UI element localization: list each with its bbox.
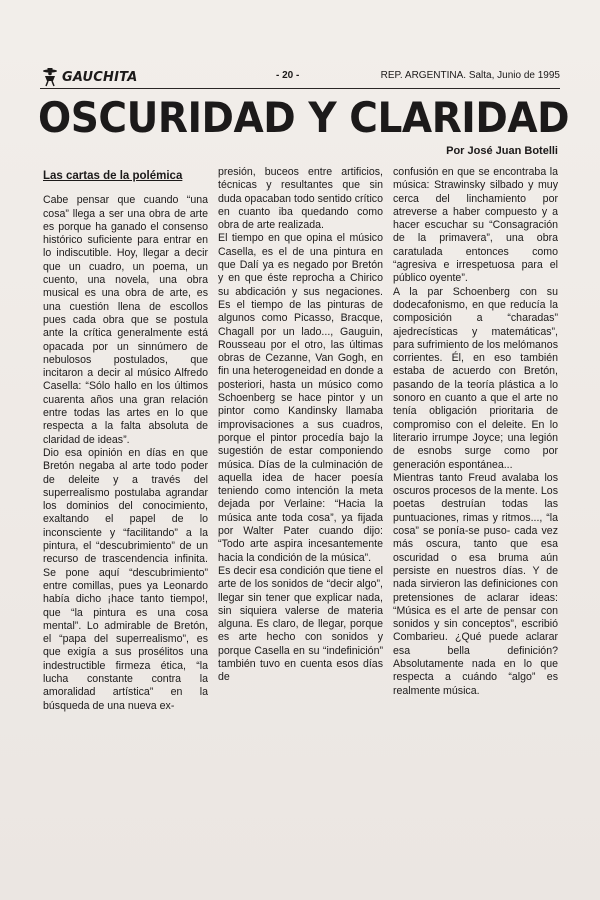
paragraph: Mientras tanto Freud avalaba los oscuros procesos de la mente. Los poetas destruían todas las puntuaciones, rimas y ritmos..., “la cosa” se ponía-se puso- cada vez más oscura, tanto que esa oscuridad o esa bruma aún persiste en nuestros días. Y de nada sirvieron las definiciones con pretensiones de aclarar ideas: “Música es el arte de pensar con sonidos y sin conceptos”, escribió Combarieu. ¿Qué puede aclarar esa bella definición? Absolutamente nada en lo que respecta a cuándo “algo” es realmente música. xyxy=(393,471,558,697)
page-number: - 20 - xyxy=(276,70,300,81)
article-title: OSCURIDAD Y CLARIDAD xyxy=(38,93,570,142)
section-heading: Las cartas de la polémica xyxy=(43,170,183,182)
paragraph: Cabe pensar que cuando “una cosa” llega a ser una obra de arte es porque ha ganado el consenso histórico suficiente para entrar en lo indiscutible. Hoy, llegar a decir que un cuadro, un poema, un cuento, una novela, una obra musical es una obra de arte, es una cuestión llena de escollos pues cada obra que se postula ante la crítica generalmente está opacada por un sinnúmero de nebulosos postulados, que incitaron a decir al músico Alfredo Casella: “Sólo hallo en los últimos cuarenta años una gran relación entre todas las artes en lo que respecta a la falta absoluta de claridad de ideas”. xyxy=(43,194,208,446)
article-byline: Por José Juan Botelli xyxy=(446,145,558,157)
paragraph: presión, buceos entre artificios, técnicas y resultantes que sin duda opacaban todo sentido crítico en cuanto iba quedando como obra de arte realizada. xyxy=(218,166,383,232)
column-1 xyxy=(43,166,208,856)
paragraph: Dio esa opinión en días en que Bretón negaba al arte todo poder de deleite y a través del superrealismo postulaba agrandar los dominios del conocimiento, exaltando el papel de lo inconsciente y “facilitando” a la pintura, el “descubrimiento” de un recurso de trascendencia infinita. Se pone aquí “descubrimiento” entre comillas, pues ya Leonardo había dicho ¡hace tanto tiempo!, que “la pintura es una cosa mental”. Lo admirable de Bretón, el “papa del superrealismo”, es que exigía a sus prosélitos una indestructible firmeza ética, “la lucha constante contra la amoralidad artística” en la búsqueda de una nueva ex- xyxy=(43,446,208,712)
paragraph: confusión en que se encontraba la música: Strawinsky silbado y muy cerca del linchamiento por atreverse a haber compuesto y a hacer escuchar su “Consagración de la primavera”, una obra caratulada entonces como “agresiva e irrespetuosa para el público oyente”. xyxy=(393,166,558,285)
dateline: REP. ARGENTINA. Salta, Junio de 1995 xyxy=(380,70,560,81)
logo-text: GAUCHITA xyxy=(62,69,138,85)
article-body xyxy=(43,166,558,856)
paragraph: El tiempo en que opina el músico Casella, es el de una pintura en que Dalí ya es negado por Bretón y en que éste reprocha a Chirico su abdicación y sus negaciones. Es el tiempo de las pinturas de algunos como Picasso, Bracque, Chagall por un lado..., Gauguin, Rousseau por el otro, las últimas obras de Cezanne, Van Gogh, en fin una heterogeneidad en donde a posteriori, hasta un músico como Schoenberg se hace pintor y un pintor como Kandinsky llamaba improvisaciones a sus cuadros, porque el pintor procedía bajo la sugestión de estar componiendo música. Días de la culminación de aquella idea de hacer poesía teniendo como intención la meta dejada por Verlaine: “Hacia la música ante toda cosa”, ya fijada por Walter Pater cuando dijo: “Todo arte aspira incesantemente hacia la condición de la música”. xyxy=(218,232,383,564)
paragraph: A la par Schoenberg con su dodecafonismo, en que reducía la composición a “charadas” ajedrecísticas y matemáticas”, para sufrimiento de los melómanos corrientes. Él, en eso también estaba de acuerdo con Bretón, pasando de la teoría plástica a lo sonoro en cuanto a que el arte no tenía obligación prioritaria de compromiso con el deleite. En lo literario irrumpe Joyce; una legión de esnobs surge como por generación espontánea... xyxy=(393,285,558,471)
paragraph: Es decir esa condición que tiene el arte de los sonidos de “decir algo”, llegar sin tener que explicar nada, sin siquiera valerse de materia alguna. Es claro, de llegar, porque es arte hecho con sonidos y porque Casella en su “indefinición” también tuvo en cuenta esos días de xyxy=(218,564,383,684)
gaucho-figure-icon xyxy=(40,67,60,87)
column-2 xyxy=(218,166,383,856)
page-header xyxy=(40,66,560,89)
column-3 xyxy=(393,166,558,856)
publication-logo xyxy=(40,66,137,88)
